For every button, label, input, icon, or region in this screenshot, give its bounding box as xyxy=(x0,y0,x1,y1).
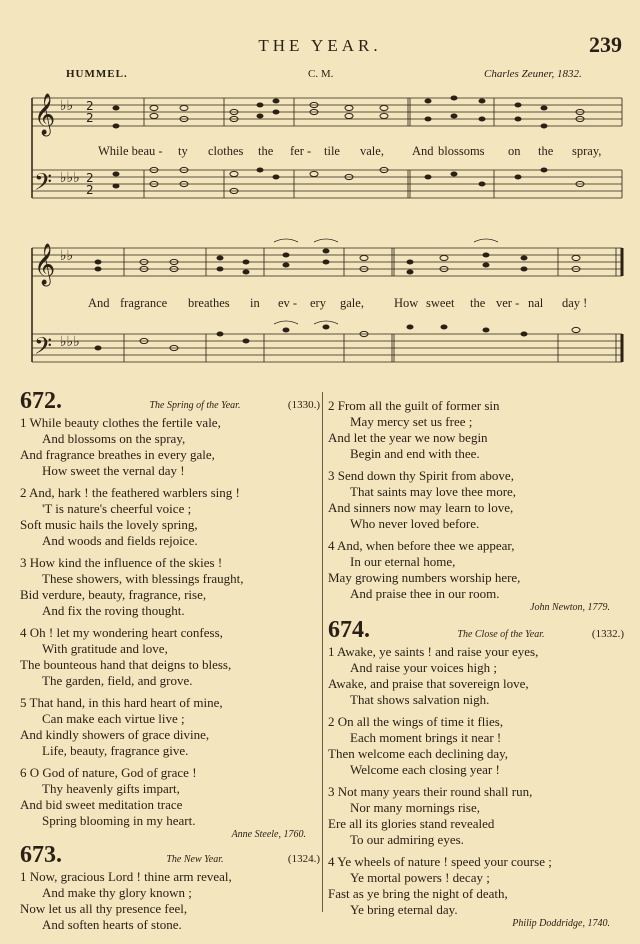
verse-line: These showers, with blessings fraught, xyxy=(42,571,244,586)
verse-line: And woods and fields rejoice. xyxy=(42,533,198,548)
hymn-number: 673. xyxy=(20,842,62,868)
stanza xyxy=(20,485,320,549)
lyric-syllable: clothes xyxy=(208,144,244,158)
verse-line: 3 Not many years their round shall run, xyxy=(328,784,533,799)
lyric-syllable: the xyxy=(258,144,274,158)
svg-text:𝄞: 𝄞 xyxy=(34,244,56,285)
verse-line: Nor many mornings rise, xyxy=(350,800,480,815)
stanza xyxy=(328,854,624,918)
lyric-syllable: fer - xyxy=(290,144,312,158)
stanza xyxy=(328,644,624,708)
lyric-syllable: on xyxy=(508,144,521,158)
lyric-syllable: the xyxy=(470,296,486,310)
verse-line: 3 How kind the influence of the skies ! xyxy=(20,555,223,570)
verse-line: Each moment brings it near ! xyxy=(350,730,502,745)
verse-line: May mercy set us free ; xyxy=(350,414,473,429)
verse-line: 3 Send down thy Spirit from above, xyxy=(328,468,514,483)
verse-line: 1 While beauty clothes the fertile vale, xyxy=(20,415,221,430)
verse-line: Ye bring eternal day. xyxy=(350,902,458,917)
verse-line: And blossoms on the spray, xyxy=(42,431,186,446)
hymn-title: The New Year. xyxy=(166,854,224,865)
verse-line: To our admiring eyes. xyxy=(350,832,464,847)
lyric-syllable: How xyxy=(394,296,419,310)
verse-line: 6 O God of nature, God of grace ! xyxy=(20,765,197,780)
hymn-meta: (1330.) xyxy=(287,399,320,411)
verse-line: Soft music hails the lovely spring, xyxy=(20,517,198,532)
svg-text:♭♭: ♭♭ xyxy=(60,98,74,114)
verse-line: And fix the roving thought. xyxy=(42,603,185,618)
verse-line: And bid sweet meditation trace xyxy=(20,797,183,812)
lyric-syllable: the xyxy=(538,144,554,158)
verse-line: And praise thee in our room. xyxy=(350,586,500,601)
lyric-syllable: breathes xyxy=(188,296,230,310)
hymn-674 xyxy=(328,617,624,929)
svg-text:𝄞: 𝄞 xyxy=(34,94,56,135)
verse-line: With gratitude and love, xyxy=(42,641,168,656)
svg-text:𝄢: 𝄢 xyxy=(34,168,53,201)
verse-line: 5 That hand, in this hard heart of mine, xyxy=(20,695,223,710)
verse-line: How sweet the vernal day ! xyxy=(42,463,185,478)
svg-text:𝄢: 𝄢 xyxy=(34,332,53,365)
verse-line: And raise your voices high ; xyxy=(350,660,497,675)
verse-line: 1 Now, gracious Lord ! thine arm reveal, xyxy=(20,869,232,884)
lyric-syllable: ery xyxy=(310,296,326,310)
verse-line: 4 Oh ! let my wondering heart confess, xyxy=(20,625,223,640)
right-column xyxy=(328,398,624,929)
hymn-meta: (1332.) xyxy=(591,628,624,640)
svg-text:2: 2 xyxy=(86,111,94,125)
verse-line: Then welcome each declining day, xyxy=(328,746,508,761)
stanza xyxy=(20,695,320,759)
verse-line: 'T is nature's cheerful voice ; xyxy=(42,501,192,516)
verse-line: And sinners now may learn to love, xyxy=(328,500,514,515)
lyric-syllable: fragrance xyxy=(120,296,168,310)
verse-line: 2 From all the guilt of former sin xyxy=(328,398,500,413)
svg-text:♭♭♭: ♭♭♭ xyxy=(60,334,80,350)
stanza xyxy=(328,784,624,848)
tune-composer: Charles Zeuner, 1832. xyxy=(484,68,582,80)
verse-line: And kindly showers of grace divine, xyxy=(20,727,210,742)
verse-line: Begin and end with thee. xyxy=(350,446,480,461)
verse-line: The garden, field, and grove. xyxy=(42,673,193,688)
verse-line: The bounteous hand that deigns to bless, xyxy=(20,657,232,672)
stanza xyxy=(20,555,320,619)
hymn-title: The Spring of the Year. xyxy=(149,400,241,411)
hymn-672 xyxy=(20,388,320,840)
verse-line: Now let us all thy presence feel, xyxy=(20,901,188,916)
lyric-syllable: day ! xyxy=(562,296,588,310)
verse-line: 4 And, when before thee we appear, xyxy=(328,538,515,553)
verse-line: In our eternal home, xyxy=(350,554,456,569)
lyric-syllable: nal xyxy=(528,296,544,310)
lyric-syllable: sweet xyxy=(426,296,455,310)
stanza xyxy=(20,415,320,479)
verse-line: 4 Ye wheels of nature ! speed your course ; xyxy=(328,854,552,869)
hymn-meta: (1324.) xyxy=(287,853,320,865)
verse-line: Thy heavenly gifts impart, xyxy=(42,781,180,796)
verse-line: Ye mortal powers ! decay ; xyxy=(350,870,490,885)
tune-meter: C. M. xyxy=(308,68,334,80)
lyric-syllable: spray, xyxy=(572,144,602,158)
verse-line: Awake, and praise that sovereign love, xyxy=(328,676,529,691)
verse-line: 2 And, hark ! the feathered warblers sing ! xyxy=(20,485,240,500)
tune-name: HUMMEL. xyxy=(66,68,128,80)
lyric-syllable: ty xyxy=(178,144,188,158)
verse-line: Can make each virtue live ; xyxy=(42,711,185,726)
svg-text:2: 2 xyxy=(86,99,94,113)
hymn-attribution: John Newton, 1779. xyxy=(530,602,610,613)
lyric-syllable: tile xyxy=(324,144,340,158)
column-divider xyxy=(322,392,323,912)
lyric-syllable: ev - xyxy=(278,296,298,310)
hymn-attribution: Philip Doddridge, 1740. xyxy=(512,918,610,929)
lyric-syllable: And xyxy=(88,296,110,310)
verse-line: Bid verdure, beauty, fragrance, rise, xyxy=(20,587,207,602)
left-column xyxy=(20,388,320,939)
svg-text:♭♭♭: ♭♭♭ xyxy=(60,170,80,186)
hymn-attribution: Anne Steele, 1760. xyxy=(231,829,306,840)
verse-line: And let the year we now begin xyxy=(328,430,488,445)
verse-line: Fast as ye bring the night of death, xyxy=(328,886,508,901)
verse-line: That shows salvation nigh. xyxy=(350,692,490,707)
hymn-number: 672. xyxy=(20,388,62,414)
lyric-syllable: While beau - xyxy=(98,144,163,158)
lyric-syllable: vale, xyxy=(360,144,384,158)
hymn-number: 674. xyxy=(328,617,370,643)
hymn-title: The Close of the Year. xyxy=(457,629,545,640)
svg-text:2: 2 xyxy=(86,171,94,185)
lyric-syllable: blossoms xyxy=(438,144,485,158)
verse-line: 1 Awake, ye saints ! and raise your eyes, xyxy=(328,644,539,659)
verse-line: May growing numbers worship here, xyxy=(328,570,521,585)
stanza xyxy=(328,468,624,532)
verse-line: Life, beauty, fragrance give. xyxy=(42,743,189,758)
verse-line: 2 On all the wings of time it flies, xyxy=(328,714,504,729)
stanza xyxy=(20,869,320,933)
running-title: THE YEAR. xyxy=(258,36,382,55)
stanza xyxy=(328,538,624,602)
verse-line: Ere all its glories stand revealed xyxy=(328,816,495,831)
lyric-syllable: ver - xyxy=(496,296,520,310)
hymn-673 xyxy=(20,842,320,933)
verse-line: And make thy glory known ; xyxy=(42,885,192,900)
verse-line: Welcome each closing year ! xyxy=(350,762,500,777)
lyric-syllable: And xyxy=(412,144,434,158)
verse-line: And soften hearts of stone. xyxy=(42,917,182,932)
page-number: 239 xyxy=(589,32,622,57)
lyric-syllable: gale, xyxy=(340,296,364,310)
verse-line: And fragrance breathes in every gale, xyxy=(20,447,215,462)
stanza xyxy=(328,714,624,778)
svg-text:♭♭: ♭♭ xyxy=(60,248,74,264)
lyric-syllable: in xyxy=(250,296,260,310)
svg-text:2: 2 xyxy=(86,183,94,197)
verse-line: Who never loved before. xyxy=(350,516,480,531)
stanza xyxy=(328,398,624,462)
stanza xyxy=(20,625,320,689)
stanza xyxy=(20,765,320,829)
verse-line: Spring blooming in my heart. xyxy=(42,813,196,828)
verse-line: That saints may love thee more, xyxy=(350,484,517,499)
